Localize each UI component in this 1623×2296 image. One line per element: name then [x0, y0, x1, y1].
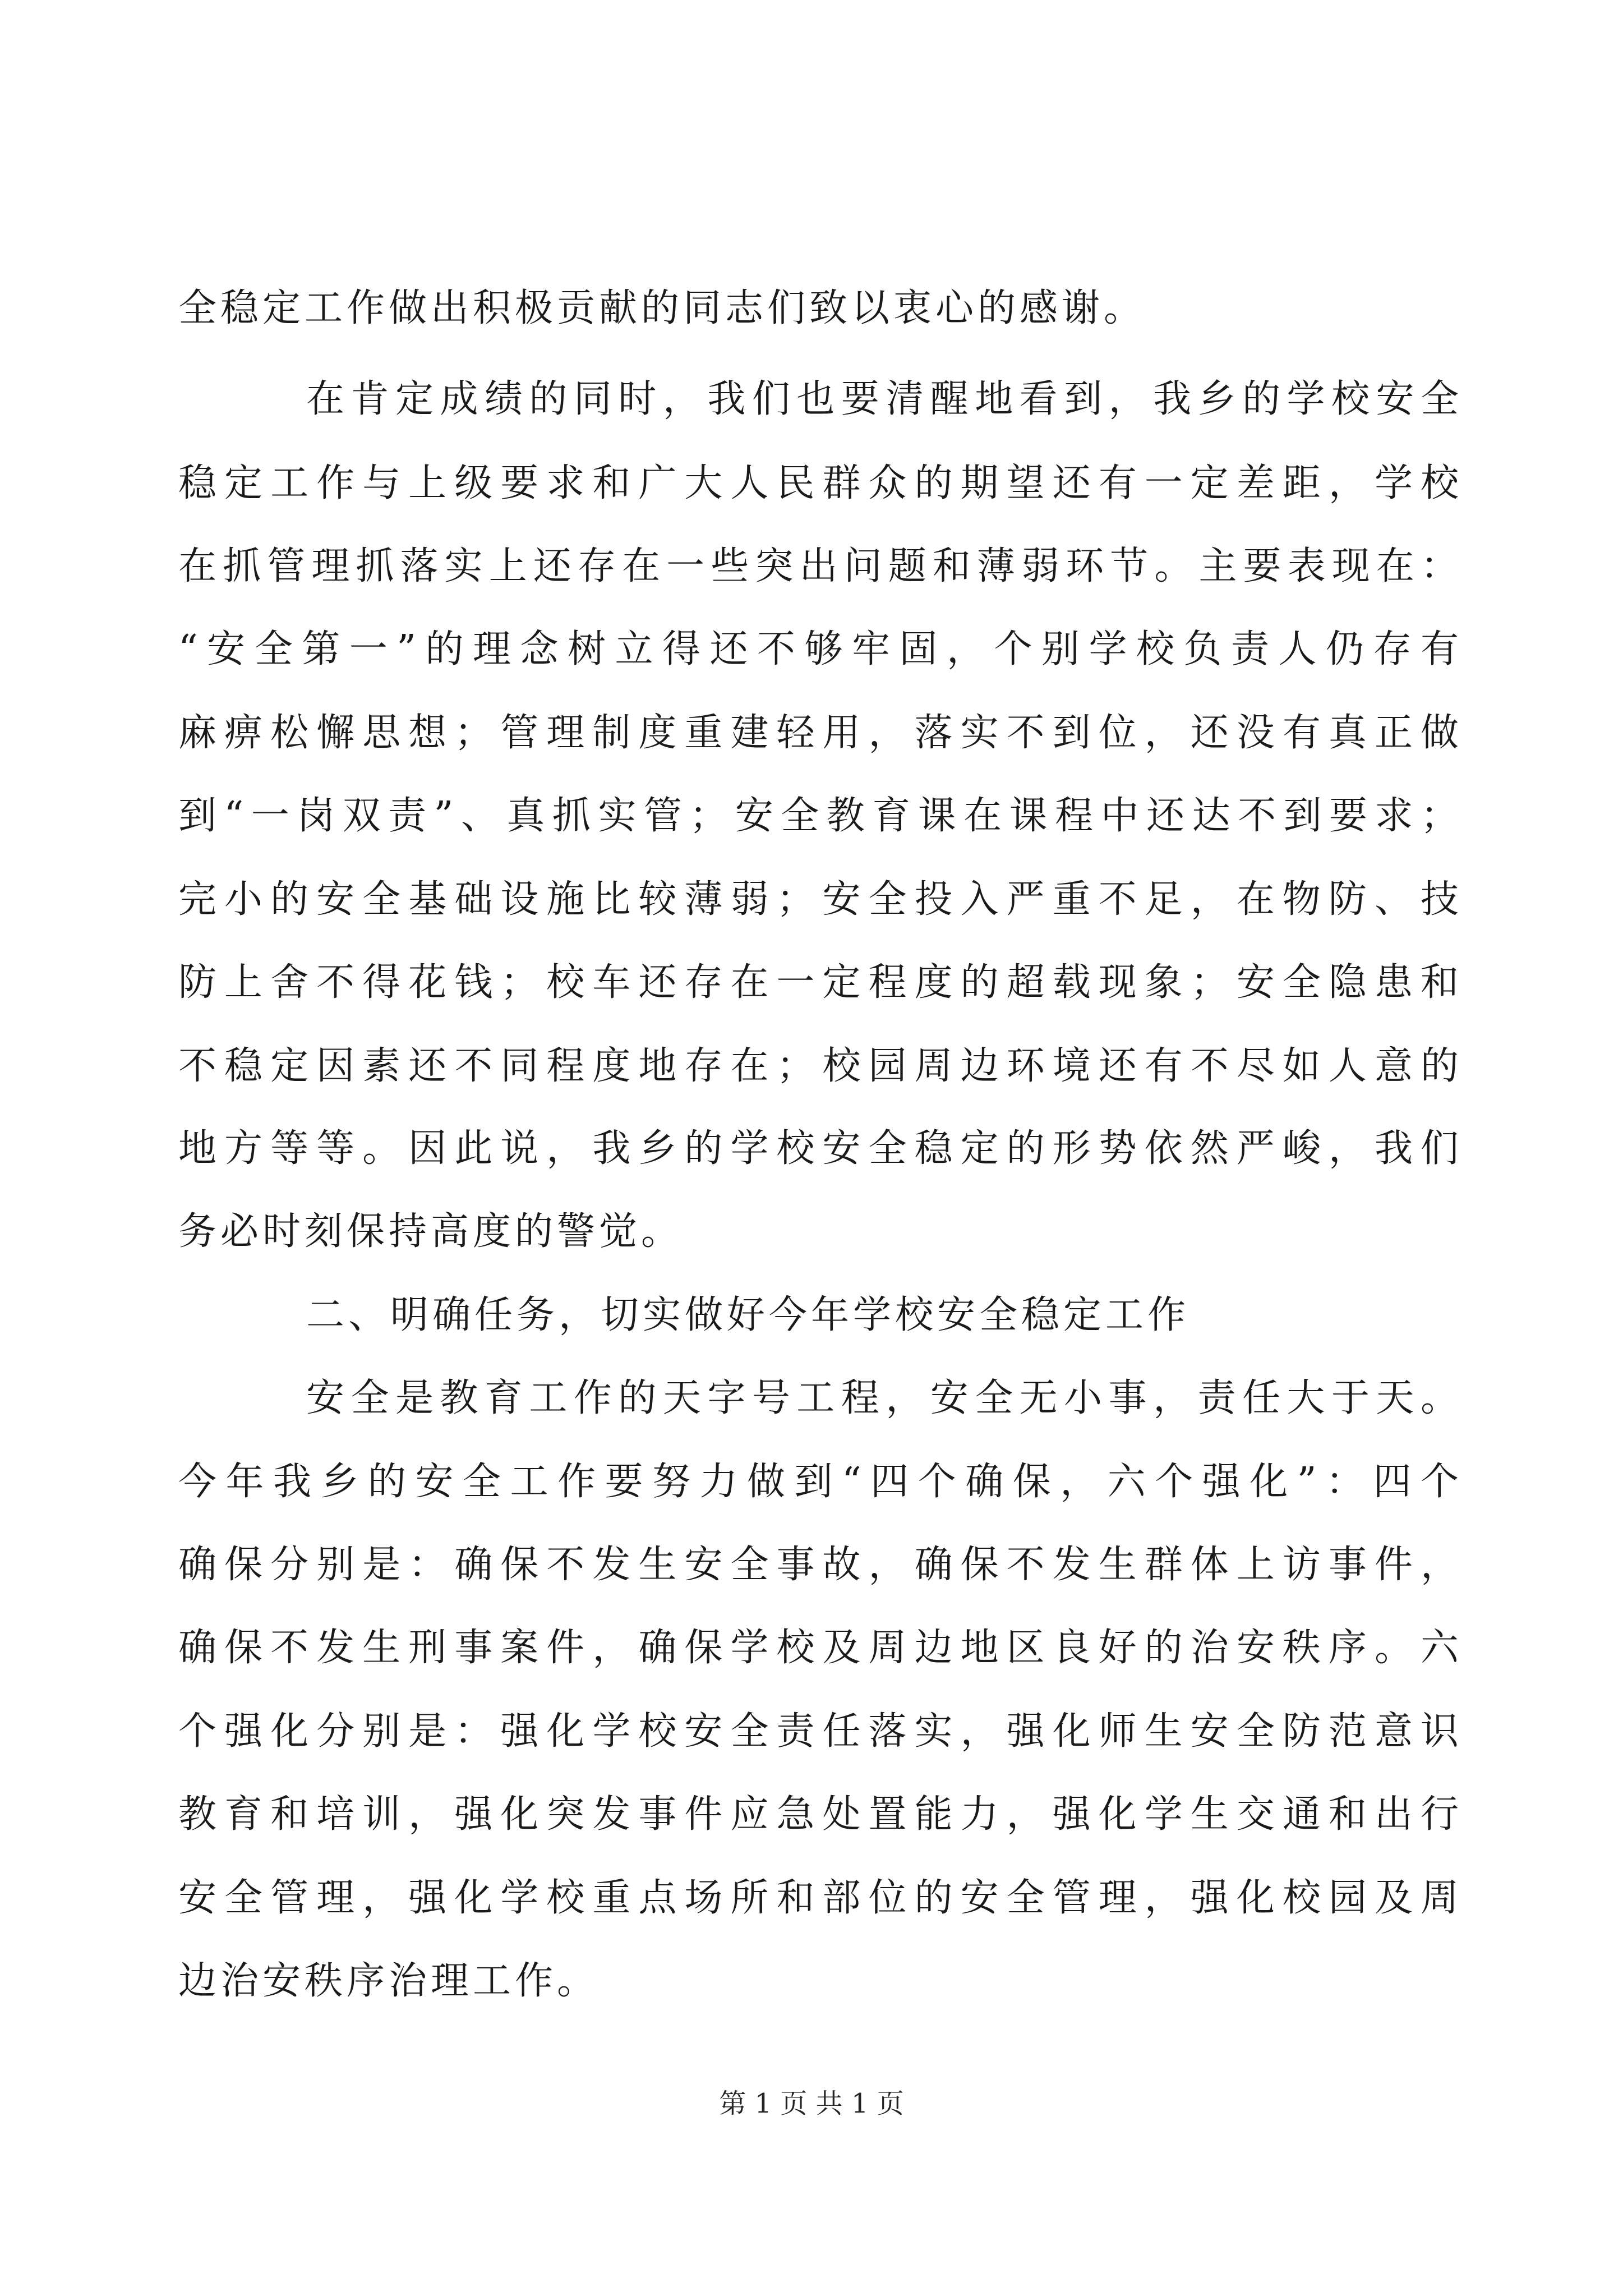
paragraph-line: 完小的安全基础设施比较薄弱；安全投入严重不足，在物防、技	[178, 877, 1463, 922]
paragraph-line: 在肯定成绩的同时，我们也要清醒地看到，我乡的学校安全	[306, 377, 1463, 421]
paragraph-line: 全稳定工作做出积极贡献的同志们致以衷心的感谢。	[178, 286, 1146, 330]
paragraph-line: 个强化分别是：强化学校安全责任落实，强化师生安全防范意识	[178, 1709, 1463, 1754]
paragraph-line: 安全是教育工作的天字号工程，安全无小事，责任大于天。	[306, 1376, 1463, 1420]
paragraph-line: 防上舍不得花钱；校车还存在一定程度的超载现象；安全隐患和	[178, 960, 1463, 1005]
paragraph-line: 不稳定因素还不同程度地存在；校园周边环境还有不尽如人意的	[178, 1044, 1463, 1088]
paragraph-line: 今年我乡的安全工作要努力做到“四个确保，六个强化”：四个	[178, 1460, 1463, 1504]
paragraph-line: 安全管理，强化学校重点场所和部位的安全管理，强化校园及周	[178, 1876, 1463, 1920]
paragraph-line: 确保不发生刑事案件，确保学校及周边地区良好的治安秩序。六	[178, 1626, 1463, 1670]
paragraph-line: “安全第一”的理念树立得还不够牢固，个别学校负责人仍存有	[178, 627, 1463, 671]
paragraph-line: 教育和培训，强化突发事件应急处置能力，强化学生交通和出行	[178, 1792, 1463, 1837]
paragraph-line: 地方等等。因此说，我乡的学校安全稳定的形势依然严峻，我们	[178, 1126, 1463, 1171]
paragraph-line: 确保分别是：确保不发生安全事故，确保不发生群体上访事件，	[178, 1543, 1463, 1587]
paragraph-line: 稳定工作与上级要求和广大人民群众的期望还有一定差距，学校	[178, 461, 1463, 505]
paragraph-line: 边治安秩序治理工作。	[178, 1959, 600, 2003]
paragraph-line: 麻痹松懈思想；管理制度重建轻用，落实不到位，还没有真正做	[178, 711, 1463, 755]
section-heading: 二、明确任务，切实做好今年学校安全稳定工作	[306, 1293, 1190, 1337]
page-number-footer: 第 1 页 共 1 页	[719, 2088, 904, 2119]
paragraph-line: 务必时刻保持高度的警觉。	[178, 1209, 684, 1254]
paragraph-line: 在抓管理抓落实上还存在一些突出问题和薄弱环节。主要表现在：	[178, 544, 1463, 588]
paragraph-line: 到“一岗双责”、真抓实管；安全教育课在课程中还达不到要求；	[178, 794, 1463, 838]
